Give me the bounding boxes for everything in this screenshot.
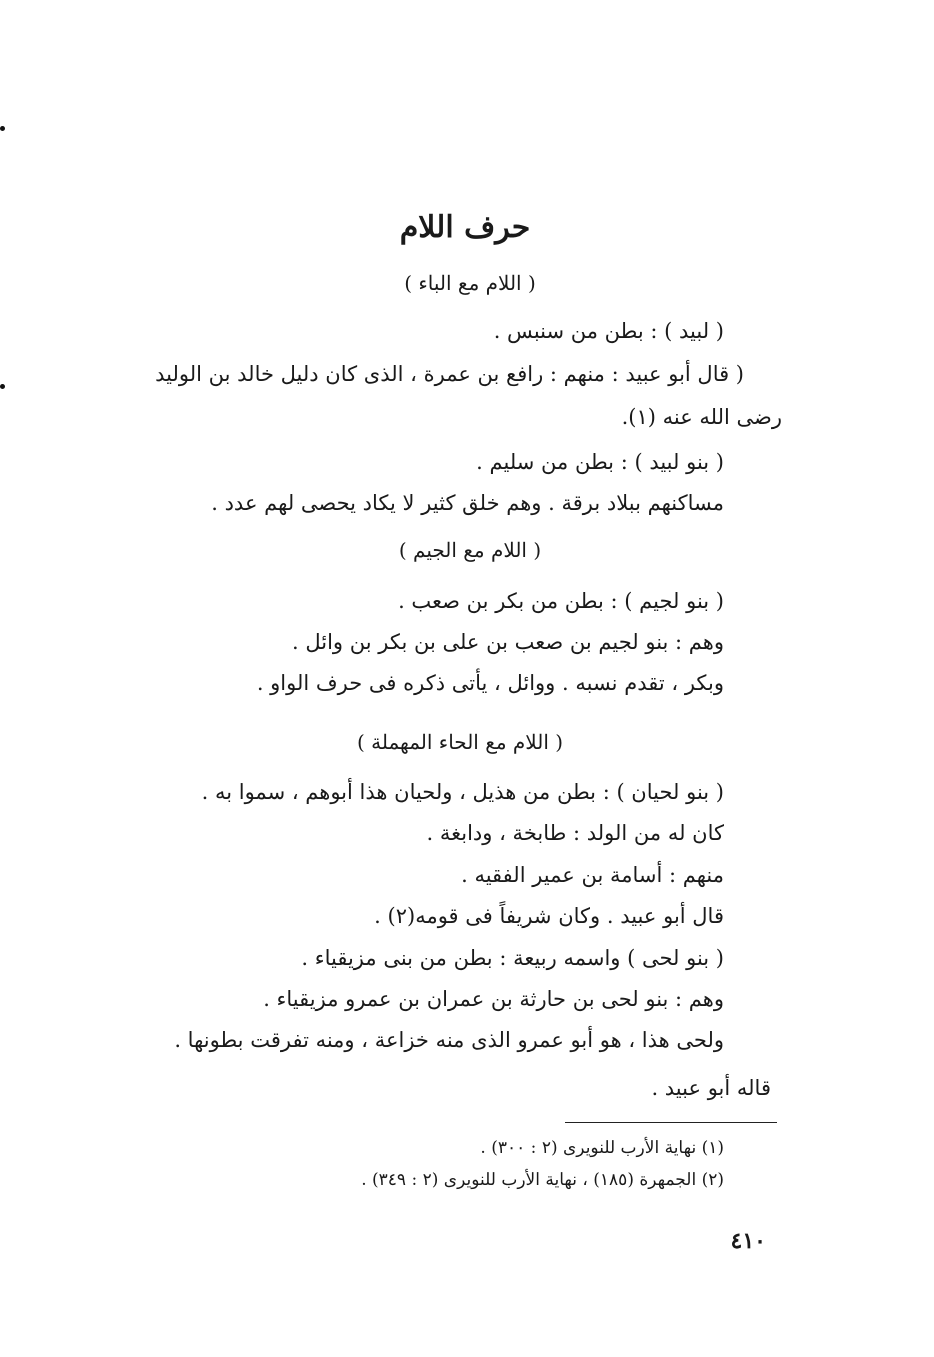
text-line: ( لبيد ) : بطن من سنبس .: [493, 319, 724, 343]
footnote-separator: [565, 1122, 777, 1123]
text-line: وهم : بنو لجيم بن صعب بن على بن بكر بن وائل .: [292, 630, 724, 654]
section-heading: ( اللام مع الباء ): [404, 271, 536, 295]
footnote: (١) نهاية الأرب للنويرى (٢ : ٣٠٠) .: [480, 1138, 724, 1158]
section-heading: ( اللام مع الحاء المهملة ): [356, 730, 564, 754]
text-line: ( بنو لحى ) واسمه ربيعة : بطن من بنى مزيقياء .: [301, 946, 724, 970]
text-line: منهم : أسامة بن عمير الفقيه .: [461, 863, 724, 887]
text-line: ولحى هذا ، هو أبو عمرو الذى منه خزاعة ، ومنه تفرقت بطونها .: [174, 1028, 724, 1052]
page-number: ٤١٠: [730, 1228, 766, 1254]
footnote: (٢) الجمهرة (١٨٥) ، نهاية الأرب للنويرى (٢ : ٣٤٩) .: [361, 1170, 724, 1190]
text-line: مساكنهم ببلاد برقة . وهم خلق كثير لا يكاد يحصى لهم عدد .: [211, 491, 724, 515]
text-line: قال أبو عبيد . وكان شريفاً فى قومه(٢) .: [374, 904, 724, 928]
section-heading: ( اللام مع الجيم ): [398, 538, 542, 562]
text-line: وهم : بنو لحى بن حارثة بن عمران بن عمرو مزيقياء .: [263, 987, 724, 1011]
text-line: ( بنو لبيد ) : بطن من سليم .: [476, 450, 724, 474]
text-line: رضى الله عنه (١).: [621, 405, 782, 429]
page-title: حرف اللام: [399, 210, 531, 245]
text-line: وبكر ، تقدم نسبه . ووائل ، يأتى ذكره فى حرف الواو .: [256, 671, 724, 695]
text-line: كان له من الولد : طابخة ، ودابغة .: [426, 821, 724, 845]
scan-speck: [0, 126, 5, 131]
text-line: ( قال أبو عبيد : منهم : رافع بن عمرة ، الذى كان دليل خالد بن الوليد: [155, 362, 744, 386]
text-line: ( بنو لجيم ) : بطن من بكر بن صعب .: [398, 589, 724, 613]
scan-speck: [0, 384, 5, 389]
text-line: قاله أبو عبيد .: [651, 1076, 771, 1100]
text-line: ( بنو لحيان ) : بطن من هذيل ، ولحيان هذا أبوهم ، سموا به .: [201, 780, 724, 804]
